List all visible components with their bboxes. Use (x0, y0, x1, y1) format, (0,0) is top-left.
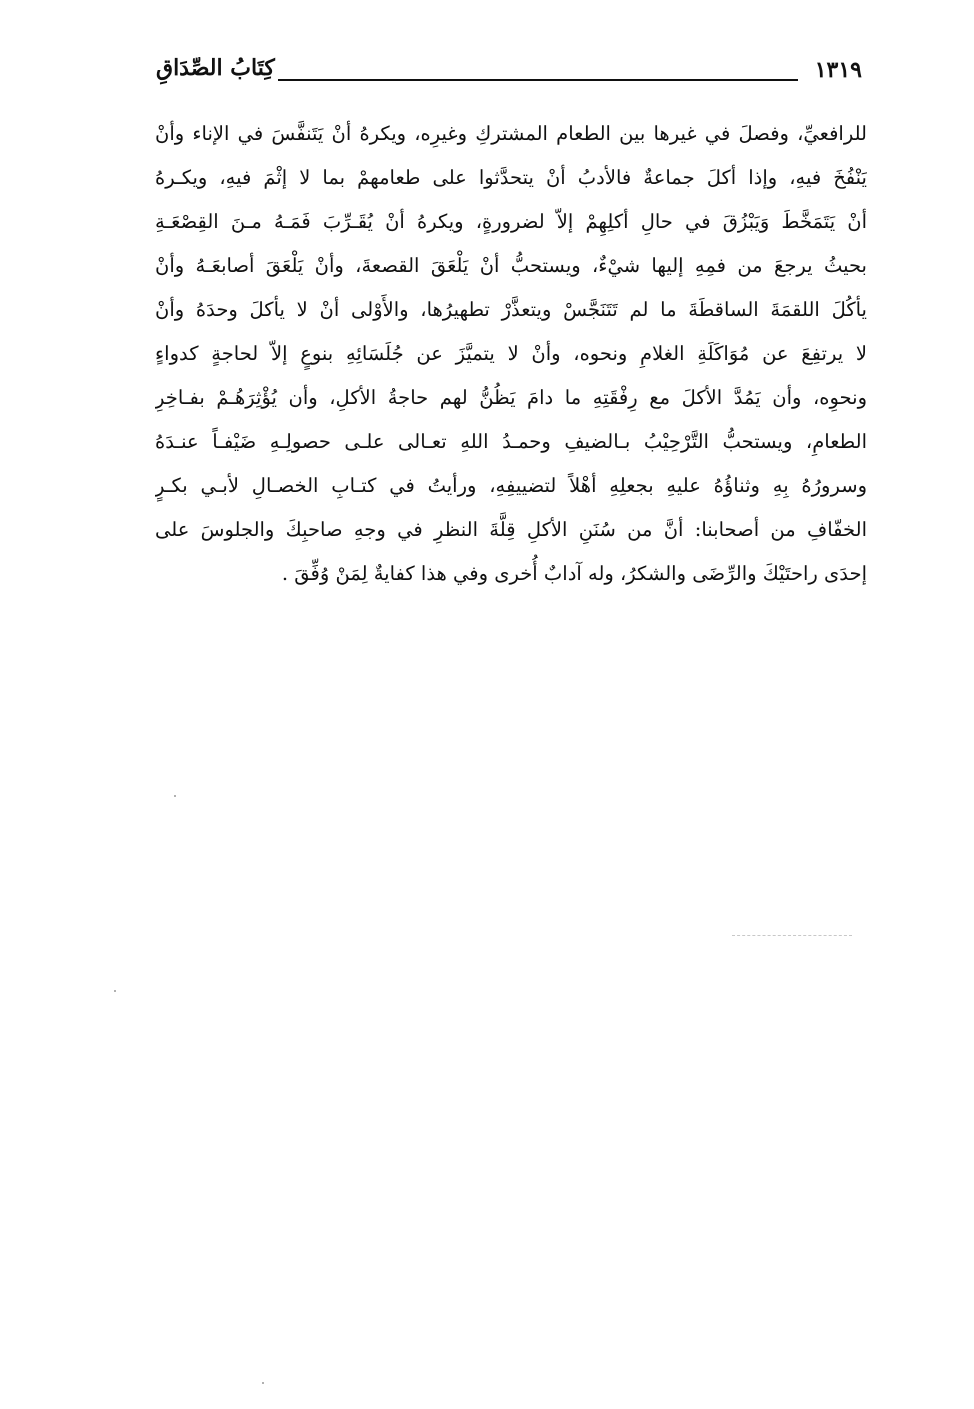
text-line: لا يرتفِعَ عن مُوَاكَلَةِ الغلامِ ونحوه، وأنْ لا يتميَّزَ عن جُلَسَائِهِ بنوعٍ إلاّ لحاجةٍ كدواءٍ (155, 342, 867, 365)
running-header (150, 55, 870, 89)
text-line: إحدَى راحتَيْكَ والرِّضَى والشكرُ، وله آدابٌ أُخرى وفي هذا كفايةٌ لِمَنْ وُفِّقَ . (281, 562, 867, 585)
text-line: ونحوِه، وأن يَمُدَّ الأكلَ مع رِفْقَتِهِ ما دامَ يَظُنُّ لهم حاجةُ الأكلِ، وأن يُؤْثِرَهُـمْ بفـاخِرِ (155, 386, 867, 409)
text-line: بحيثُ يرجعَ من فمِهِ إليها شيْءٌ، ويستحبُّ أنْ يَلْعَقَ القصعةَ، وأنْ يَلْعَقَ أصابعَـهُ وأنْ (155, 254, 867, 277)
scan-speck (262, 1382, 264, 1384)
text-line: للرافعيِّ، وفصلَ في غيرها بين الطعام المشتركِ وغيرِه، ويكرهُ أنْ يَتَنفَّسَ في الإناء وأنْ (155, 122, 867, 145)
body-text (155, 112, 867, 596)
page-number: ١٣١٩ (814, 57, 862, 83)
text-line: الطعامِ، ويستحبُّ التَّرْحِيْبُ بـالضيفِ وحمـدُ اللهِ تعـالى علـى حصولِـهِ ضَيْفـاً عنـدَهُ (155, 430, 867, 453)
text-line: يَنْفُخَ فيهِ، وإذا أكلَ جماعةٌ فالأدبُ أنْ يتحدَّثوا على طعامهمْ بما لا إثْمَ فيهِ، ويكـرهُ (155, 166, 867, 189)
text-line: أنْ يَتَمَخَّطَ وَيَبْزُقَ في حالِ أكلِهِمْ إلاّ لضرورةٍ، ويكرهُ أنْ يُقَـرِّبَ فَمَـهُ مـنَ القِصْعَـةِ (155, 210, 867, 233)
chapter-title: كِتَابُ الصِّدَاقِ (156, 55, 275, 81)
text-line: وسرورُهُ بِهِ وثناؤُهُ عليهِ بجعلِهِ أهْلاً لتضييفِهِ، ورأيتُ في كتـابِ الخصـالِ لأبـي بكـرٍ (155, 474, 867, 497)
text-line: الخفّافِ من أصحابنا: أنَّ من سُنَنِ الأكلِ قِلَّةَ النظرِ في وجهِ صاحبِكَ والجلوسَ على (155, 518, 867, 541)
scan-speck (114, 990, 116, 992)
text-line: يأكُلَ اللقمَةَ الساقطَةَ ما لم تَتَنَجَّسْ ويتعذَّرْ تطهيرُها، والأَوْلى أنْ لا يأكلَ وحدَهُ وأنْ (155, 298, 867, 321)
header-rule (278, 79, 798, 81)
scan-artifact-line (732, 935, 852, 936)
scan-speck (174, 795, 176, 797)
